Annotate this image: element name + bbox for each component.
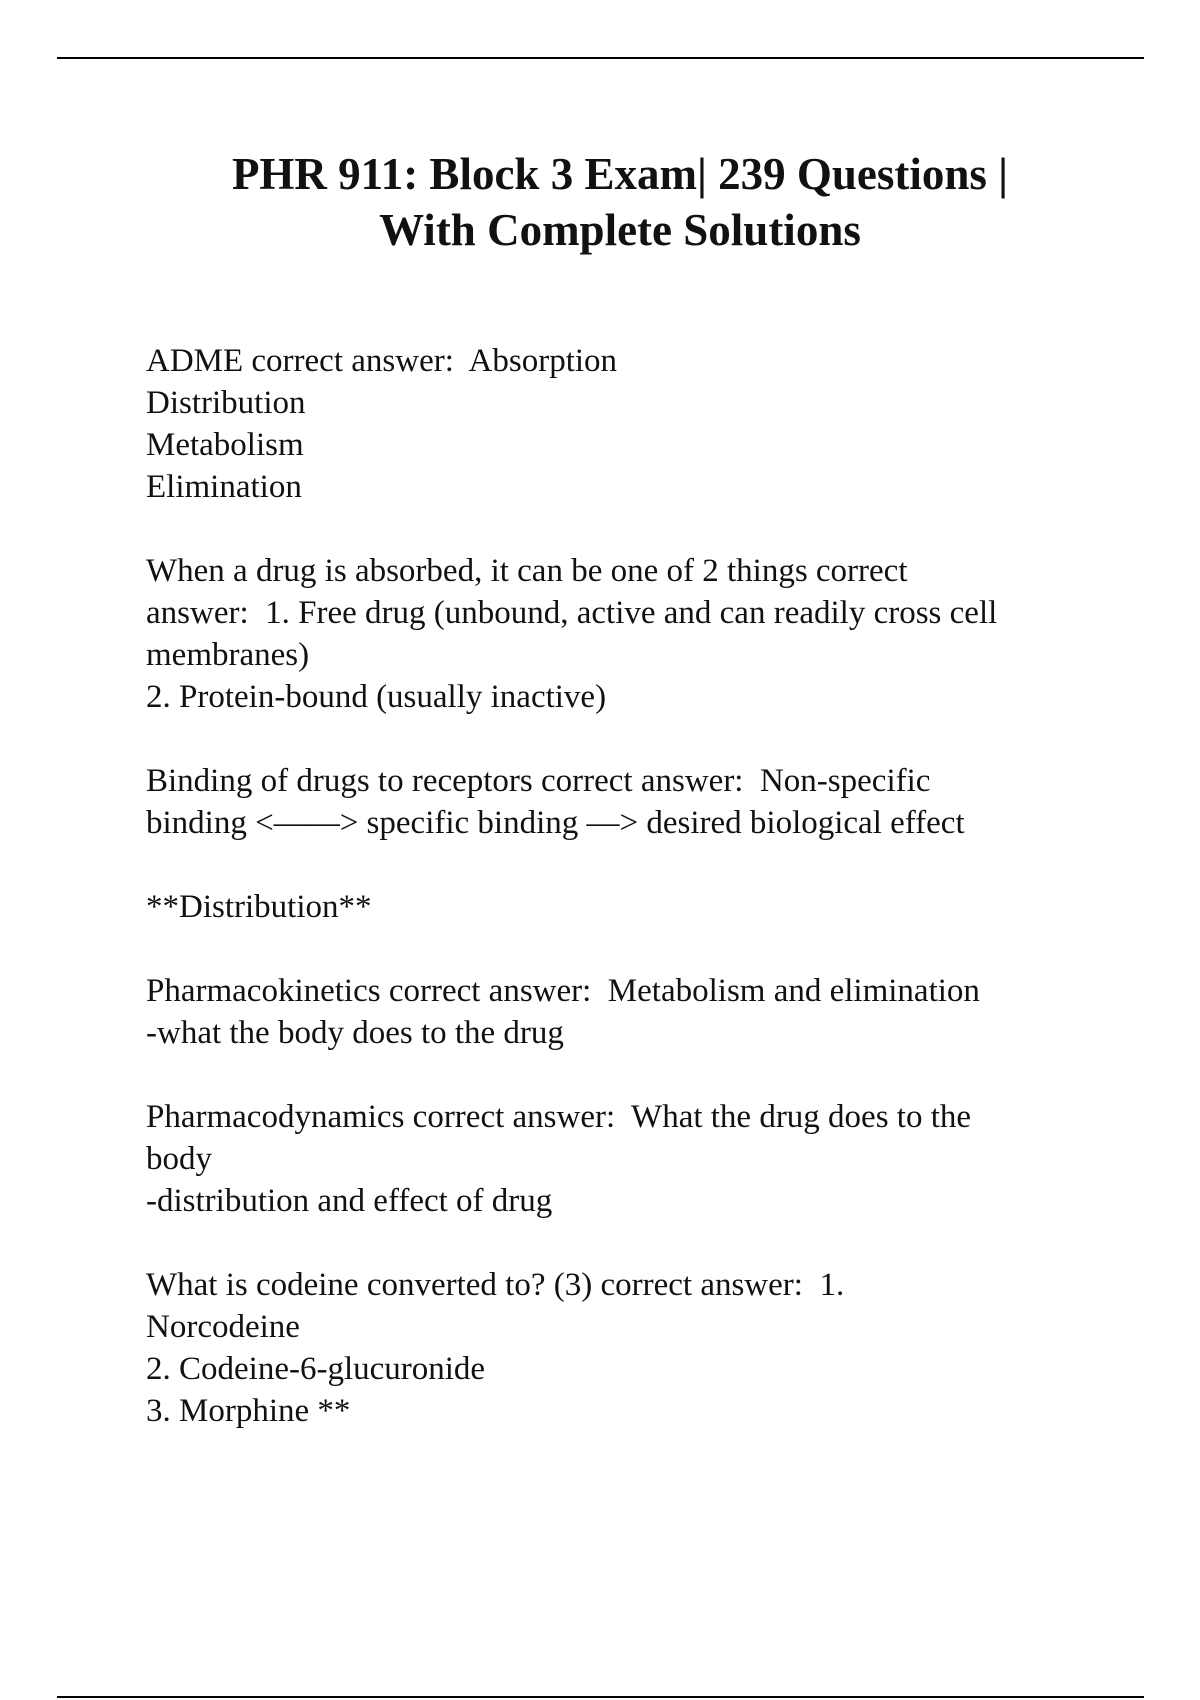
text-line: binding <——> specific binding —> desired biological effect: [146, 805, 965, 841]
text-line: Pharmacokinetics correct answer: Metabolism and elimination: [146, 973, 980, 1009]
qa-block-drug-absorbed: [146, 550, 1146, 718]
qa-block-adme: [146, 340, 1146, 508]
section-heading-distribution: [146, 886, 1146, 928]
text-line: Metabolism: [146, 427, 304, 463]
text-line: 2. Codeine-6-glucuronide: [146, 1351, 486, 1387]
text-line: 2. Protein-bound (usually inactive): [146, 679, 607, 715]
text-line: -distribution and effect of drug: [146, 1183, 553, 1219]
text-line: ADME correct answer: Absorption: [146, 343, 618, 379]
text-line: Binding of drugs to receptors correct answer: Non-specific: [146, 763, 931, 799]
text-line: membranes): [146, 637, 310, 673]
qa-block-pharmacokinetics: [146, 970, 1146, 1054]
qa-block-pharmacodynamics: [146, 1096, 1146, 1222]
text-line: -what the body does to the drug: [146, 1015, 564, 1051]
document-body: [146, 340, 1146, 1474]
text-line: What is codeine converted to? (3) correct answer: 1.: [146, 1267, 845, 1303]
text-line: 3. Morphine **: [146, 1393, 351, 1429]
document-title: [0, 146, 1200, 258]
bottom-rule: [57, 1696, 1144, 1698]
text-line: body: [146, 1141, 212, 1177]
top-rule: [57, 57, 1144, 59]
title-line-1: PHR 911: Block 3 Exam| 239 Questions |: [231, 149, 1009, 199]
text-line: answer: 1. Free drug (unbound, active and can readily cross cell: [146, 595, 998, 631]
text-line: Elimination: [146, 469, 302, 505]
text-line: Distribution: [146, 385, 306, 421]
text-line: Pharmacodynamics correct answer: What the drug does to the: [146, 1099, 972, 1135]
text-line: When a drug is absorbed, it can be one of 2 things correct: [146, 553, 908, 589]
qa-block-codeine: [146, 1264, 1146, 1432]
qa-block-binding-receptors: [146, 760, 1146, 844]
text-line: **Distribution**: [146, 889, 372, 925]
title-line-2: With Complete Solutions: [379, 205, 861, 255]
text-line: Norcodeine: [146, 1309, 300, 1345]
